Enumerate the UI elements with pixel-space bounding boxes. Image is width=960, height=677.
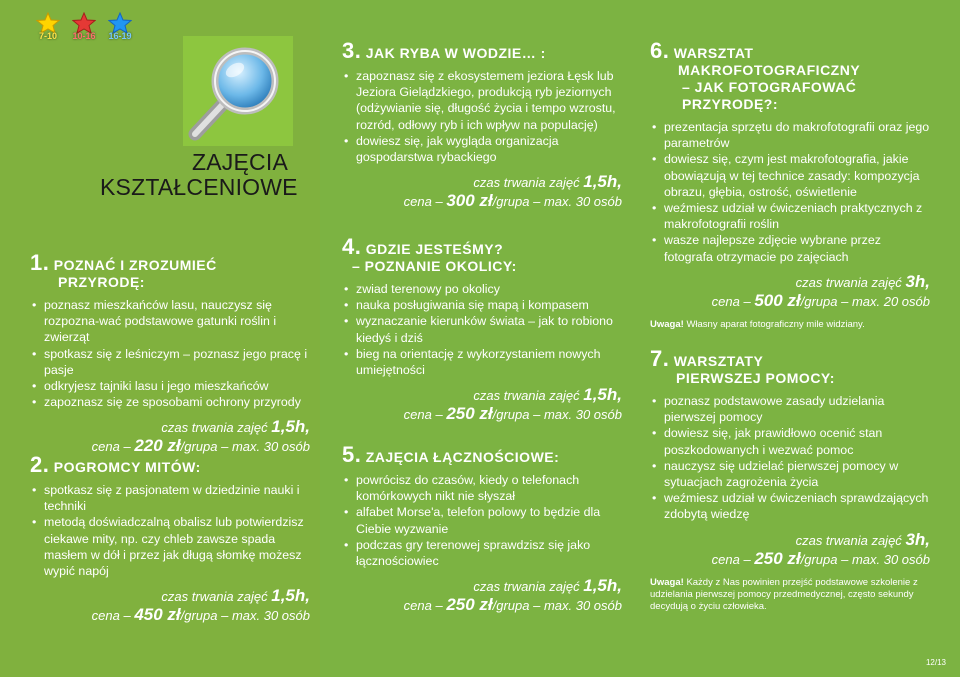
section-1 (30, 250, 310, 456)
list-item: • weźmiesz udział w ćwiczeniach praktycznych z makrofotografii roślin (650, 200, 930, 232)
list-item: • nauczysz się udzielać pierwszej pomocy w sytuacjach zagrożenia życia (650, 458, 930, 490)
duration-label: czas trwania zajęć (795, 532, 902, 548)
section-list (342, 472, 622, 569)
section-title: ZAJĘCIA ŁĄCZNOŚCIOWE: (365, 449, 560, 465)
price-unit: /grupa – max. 20 osób (800, 293, 930, 309)
age-badge-label: 10-16 (72, 31, 96, 41)
price-label: cena – (711, 293, 751, 309)
age-badge-label: 16-19 (108, 31, 132, 41)
section-heading (342, 38, 622, 63)
price-block (30, 418, 310, 456)
section-title: PRZYRODĘ: (58, 274, 145, 290)
price-block (342, 577, 622, 615)
page-number: 12/13 (925, 658, 946, 667)
list-item: • poznasz podstawowe zasady udzielania pierwszej pomocy (650, 393, 930, 425)
price-block (342, 173, 622, 211)
price-unit: /grupa – max. 30 osób (492, 194, 622, 210)
section-title: GDZIE JESTEŚMY? (365, 241, 504, 257)
section-title: – JAK FOTOGRAFOWAĆ PRZYRODĘ?: (682, 79, 857, 112)
list-item: • zapoznasz się z ekosystemem jeziora Łęsk lub Jeziora Gielądzkiego, produkcją ryb jeziornych (odżywianie się, długość życia i tempo wzrostu, rozród, odłowy ryb i ich wpływ na populację) (342, 68, 622, 133)
list-item: • dowiesz się, czym jest makrofotografia, jakie obowiązują w tej technice zasady: kompozycja obrazu, głębia, ostrość, oświetlenie (650, 151, 930, 200)
duration-value: 1,5h, (583, 385, 622, 405)
price-value: 300 zł (446, 191, 493, 211)
list-item: • powrócisz do czasów, kiedy o telefonach komórkowych nikt nie słyszał (342, 472, 622, 504)
price-unit: /grupa – max. 30 osób (492, 598, 622, 614)
age-badge (106, 12, 134, 41)
column-middle (320, 0, 640, 677)
price-label: cena – (403, 598, 443, 614)
section-number: 1. (30, 250, 50, 275)
duration-value: 1,5h, (271, 586, 310, 606)
section-list (342, 68, 622, 165)
course-title-line: ZAJĘCIA (192, 149, 288, 175)
section-list (30, 482, 310, 579)
price-value: 250 zł (446, 404, 493, 424)
note-text: Każdy z Nas powinien przejść podstawowe szkolenie z udzielania pierwszej pomocy przedmedycznej, często sekundy decydują o życiu człowieka. (650, 576, 918, 612)
column-right (640, 0, 960, 677)
duration-label: czas trwania zajęć (161, 420, 268, 436)
price-value: 500 zł (754, 290, 801, 310)
price-block (342, 386, 622, 424)
price-unit: /grupa – max. 30 osób (180, 608, 310, 624)
list-item: • odkryjesz tajniki lasu i jego mieszkańców (30, 378, 310, 394)
section-number: 2. (30, 452, 50, 477)
column-left (0, 0, 320, 677)
section-heading (650, 346, 930, 371)
section-number: 6. (650, 38, 670, 63)
section-list (342, 281, 622, 378)
price-value: 220 zł (134, 436, 181, 456)
section-title: POGROMCY MITÓW: (53, 459, 201, 475)
duration-label: czas trwania zajęć (473, 579, 580, 595)
list-item: • weźmiesz udział w ćwiczeniach sprawdzających zdobytą wiedzę (650, 490, 930, 522)
note-label: Uwaga! (650, 576, 684, 588)
price-label: cena – (711, 551, 751, 567)
list-item: • poznasz mieszkańców lasu, nauczysz się rozpozna-wać podstawowe gatunki roślin i zwierząt (30, 297, 310, 346)
section-4 (342, 234, 622, 424)
age-badge (34, 12, 62, 41)
section-number: 3. (342, 38, 362, 63)
price-unit: /grupa – max. 30 osób (492, 407, 622, 423)
duration-value: 3h, (905, 529, 930, 549)
section-title: POZNAĆ I ZROZUMIEĆ (53, 257, 217, 273)
magnifier-icon (183, 36, 293, 146)
section-heading (342, 234, 622, 259)
section-7 (650, 346, 930, 613)
price-block (30, 587, 310, 625)
list-item: • podczas gry terenowej sprawdzisz się jako łącznościowiec (342, 537, 622, 569)
price-label: cena – (403, 407, 443, 423)
section-5 (342, 442, 622, 615)
price-unit: /grupa – max. 30 osób (180, 439, 310, 455)
section-6 (650, 38, 930, 331)
age-badges (34, 12, 134, 41)
section-heading (30, 452, 310, 477)
section-number: 4. (342, 234, 362, 259)
duration-label: czas trwania zajęć (473, 388, 580, 404)
course-title (100, 149, 298, 200)
section-heading (650, 38, 930, 63)
section-2 (30, 452, 310, 625)
duration-label: czas trwania zajęć (795, 274, 902, 290)
section-title: JAK RYBA W WODZIE… : (365, 45, 546, 61)
duration-value: 1,5h, (583, 172, 622, 192)
price-value: 250 zł (446, 595, 493, 615)
course-title-line: KSZTAŁCENIOWE (100, 174, 298, 200)
section-heading (342, 442, 622, 467)
price-value: 450 zł (134, 605, 181, 625)
list-item: • bieg na orientację z wykorzystaniem nowych umiejętności (342, 346, 622, 378)
section-title: MAKROFOTOGRAFICZNY (678, 62, 861, 78)
duration-value: 1,5h, (583, 576, 622, 596)
list-item: • spotkasz się z pasjonatem w dziedzinie nauki i techniki (30, 482, 310, 514)
section-title: WARSZTAT (673, 45, 754, 61)
section-title: – POZNANIE OKOLICY: (352, 258, 517, 274)
duration-label: czas trwania zajęć (473, 175, 580, 191)
price-label: cena – (91, 608, 131, 624)
list-item: • alfabet Morse'a, telefon polowy to będzie dla Ciebie wyzwanie (342, 504, 622, 536)
list-item: • wasze najlepsze zdjęcie wybrane przez fotografa otrzymacie po zajęciach (650, 232, 930, 264)
list-item: • dowiesz się, jak wygląda organizacja gospodarstwa rybackiego (342, 133, 622, 165)
price-label: cena – (403, 194, 443, 210)
note (650, 577, 930, 613)
section-list (650, 119, 930, 265)
section-number: 7. (650, 346, 670, 371)
list-item: • prezentacja sprzętu do makrofotografii oraz jego parametrów (650, 119, 930, 151)
list-item: • zapoznasz się ze sposobami ochrony przyrody (30, 394, 310, 410)
price-block (650, 531, 930, 569)
duration-value: 3h, (905, 271, 930, 291)
section-title: WARSZTATY (673, 353, 764, 369)
price-block (650, 273, 930, 311)
price-unit: /grupa – max. 30 osób (800, 551, 930, 567)
duration-label: czas trwania zajęć (161, 589, 268, 605)
list-item: • nauka posługiwania się mapą i kompasem (342, 297, 622, 313)
section-3 (342, 38, 622, 211)
list-item: • dowiesz się, jak prawidłowo ocenić stan poszkodowanych i wezwać pomoc (650, 425, 930, 457)
age-badge-label: 7-10 (38, 31, 57, 41)
list-item: • zwiad terenowy po okolicy (342, 281, 622, 297)
section-list (650, 393, 930, 523)
note-text: Własny aparat fotograficzny mile widziany. (686, 318, 865, 330)
list-item: • spotkasz się z leśniczym – poznasz jego pracę i pasje (30, 346, 310, 378)
section-title: PIERWSZEJ POMOCY: (676, 370, 835, 386)
list-item: • metodą doświadczalną obalisz lub potwierdzisz ciekawe mity, np. czy chleb zawsze spada masłem w dół i przez jak długą słomkę możesz wypić napój (30, 514, 310, 579)
price-value: 250 zł (754, 548, 801, 568)
price-label: cena – (91, 439, 131, 455)
duration-value: 1,5h, (271, 417, 310, 437)
note (650, 319, 930, 331)
section-number: 5. (342, 442, 362, 467)
magnifier-illustration (183, 36, 293, 146)
age-badge (70, 12, 98, 41)
note-label: Uwaga! (650, 318, 684, 330)
list-item: • wyznaczanie kierunków świata – jak to robiono kiedyś i dziś (342, 313, 622, 345)
section-list (30, 297, 310, 410)
section-heading (30, 250, 310, 275)
